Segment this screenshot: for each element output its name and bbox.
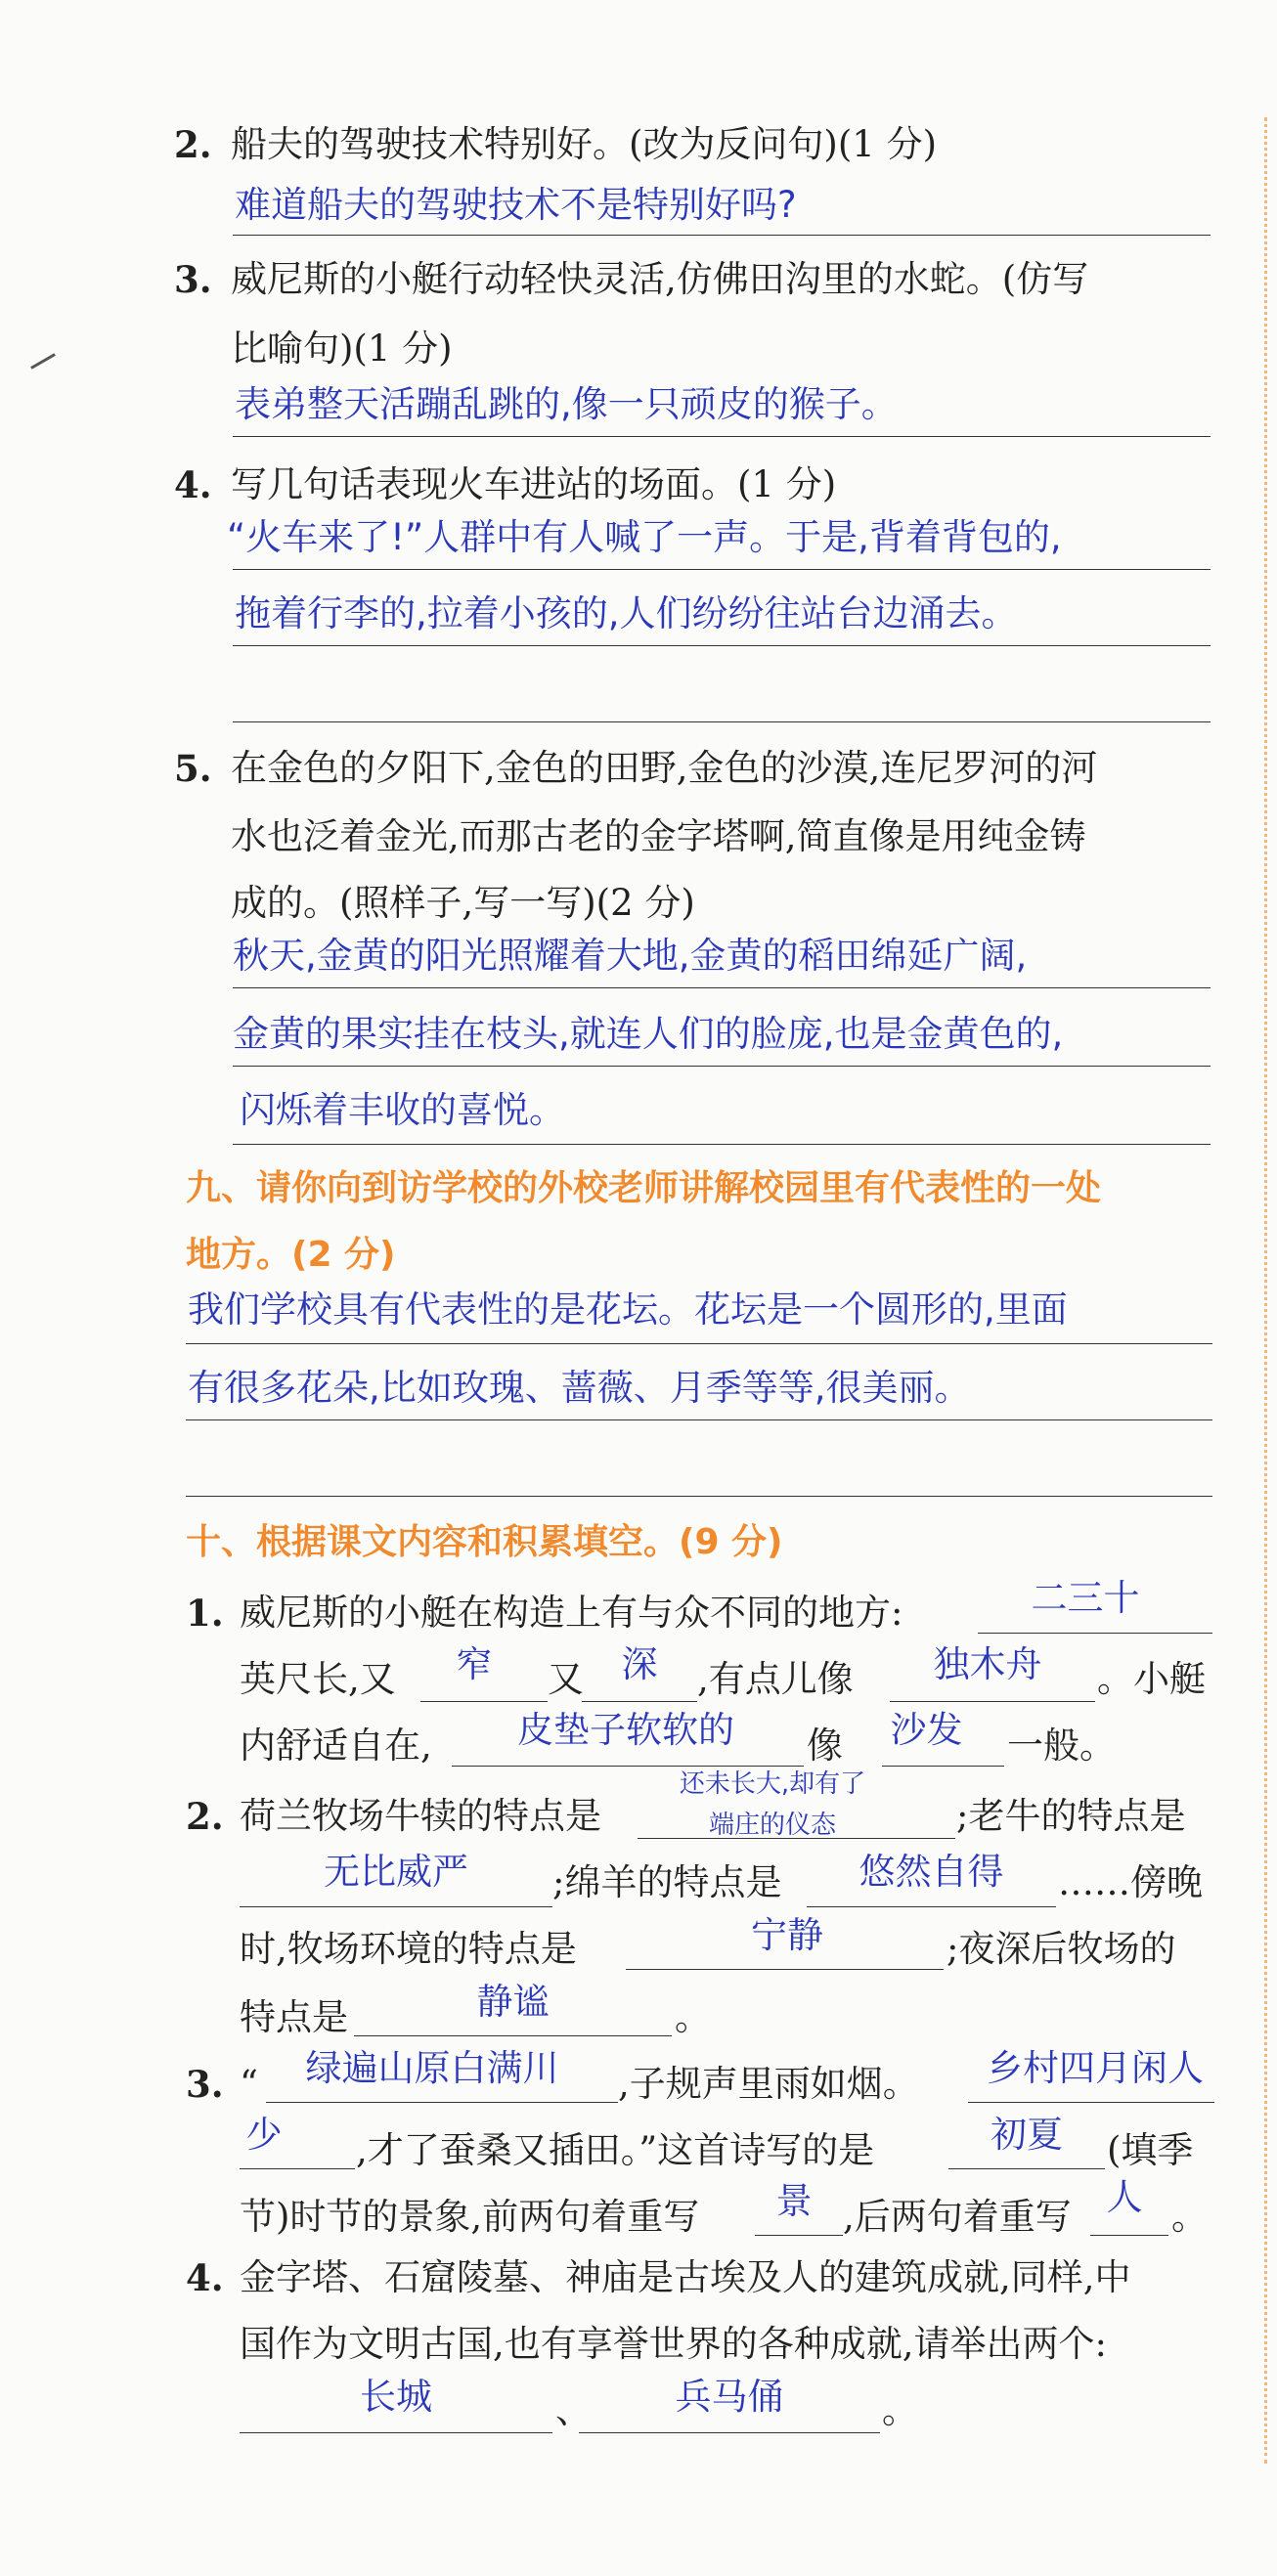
fill-blank [978, 1633, 1212, 1634]
question-text: 内舒适自在, [240, 1725, 432, 1767]
question-text: ,有点儿像 [697, 1658, 854, 1700]
fill-blank [420, 1701, 548, 1702]
fill-blank [240, 2168, 355, 2169]
question-text: 威尼斯的小艇行动轻快灵活,仿佛田沟里的水蛇。(仿写 [231, 258, 1089, 300]
fill-answer: 端庄的仪态 [708, 1811, 836, 1840]
fill-blank [948, 2168, 1105, 2169]
question-text: 水也泛着金光,而那古老的金字塔啊,简直像是用纯金铸 [231, 815, 1086, 857]
question-text: 像 [807, 1725, 843, 1767]
answer-line [233, 1066, 1211, 1067]
fill-blank [638, 1838, 955, 1839]
question-text: 船夫的驾驶技术特别好。(改为反问句)(1 分) [231, 123, 938, 165]
question-number: 3. [174, 258, 212, 301]
question-text: 。 [1171, 2196, 1208, 2238]
fill-answer: 初夏 [991, 2114, 1063, 2156]
answer-line [186, 1343, 1212, 1344]
answer-line [233, 1144, 1211, 1145]
question-text: 威尼斯的小艇在构造上有与众不同的地方: [240, 1592, 903, 1634]
question-text: ;夜深后牧场的 [947, 1928, 1176, 1970]
answer-text: 闪烁着丰收的喜悦。 [240, 1089, 565, 1131]
question-text: ,后两句着重写 [843, 2196, 1072, 2238]
fill-blank [890, 1701, 1095, 1702]
answer-text: 难道船夫的驾驶技术不是特别好吗? [235, 184, 797, 226]
fill-blank [807, 1906, 1056, 1907]
question-text: (填季 [1107, 2129, 1194, 2171]
question-text: 节)时节的景象,前两句着重写 [240, 2196, 700, 2238]
answer-line [186, 1419, 1212, 1420]
fill-answer: 独木舟 [933, 1643, 1042, 1685]
question-text: 。 [675, 1996, 711, 2038]
section-title: 十、根据课文内容和积累填空。(9 分) [186, 1522, 783, 1562]
question-text: 英尺长,又 [240, 1658, 396, 1700]
fill-answer: 沙发 [890, 1709, 963, 1751]
question-text: 。小艇 [1097, 1658, 1206, 1700]
question-number: 2. [174, 123, 212, 166]
answer-line [233, 235, 1211, 236]
pen-mark [30, 353, 56, 370]
answer-line [233, 569, 1211, 570]
fill-answer: 宁静 [751, 1914, 823, 1956]
question-number: 4. [174, 463, 212, 506]
fill-blank [882, 1766, 1004, 1767]
question-text: 时,牧场环境的特点是 [240, 1928, 577, 1970]
question-number: 5. [174, 747, 212, 790]
question-number: 2. [186, 1795, 224, 1838]
fill-answer: 窄 [456, 1643, 493, 1685]
question-text: ,子规声里雨如烟。 [618, 2063, 919, 2105]
question-text: ;绵羊的特点是 [552, 1861, 782, 1903]
question-text: 成的。(照样子,写一写)(2 分) [231, 882, 695, 924]
answer-text: 拖着行李的,拉着小孩的,人们纷纷往站台边涌去。 [235, 592, 1018, 634]
question-text: 在金色的夕阳下,金色的田野,金色的沙漠,连尼罗河的河 [231, 747, 1098, 789]
fill-answer: 景 [775, 2180, 813, 2222]
fill-answer: 二三十 [1031, 1577, 1140, 1619]
question-text: 又 [548, 1658, 584, 1700]
answer-line [233, 645, 1211, 646]
fill-answer: 绿遍山原白满川 [305, 2047, 559, 2089]
question-text: 金字塔、石窟陵墓、神庙是古埃及人的建筑成就,同样,中 [240, 2256, 1131, 2298]
fill-answer: 深 [621, 1643, 658, 1685]
fill-blank [354, 2035, 672, 2036]
fill-blank [266, 2102, 618, 2103]
answer-text: 秋天,金黄的阳光照耀着大地,金黄的稻田绵延广阔, [233, 935, 1028, 977]
fill-answer: 少 [245, 2114, 283, 2156]
question-text: 比喻句)(1 分) [231, 327, 453, 370]
fill-blank [968, 2102, 1214, 2103]
fill-answer: 长城 [360, 2376, 432, 2418]
question-text: ;老牛的特点是 [956, 1795, 1186, 1837]
fill-blank [626, 1969, 944, 1970]
fill-blank [582, 1701, 697, 1702]
fill-answer: 悠然自得 [859, 1851, 1004, 1893]
fill-answer: 乡村四月闲人 [987, 2047, 1204, 2089]
fill-blank [579, 2432, 880, 2433]
question-text: 特点是 [240, 1996, 348, 2038]
answer-text: “火车来了!”人群中有人喊了一声。于是,背着背包的, [227, 516, 1062, 558]
fill-blank [755, 2235, 843, 2236]
answer-line [186, 1496, 1212, 1497]
question-number: 4. [186, 2256, 224, 2299]
fill-answer: 无比威严 [324, 1851, 468, 1893]
fill-answer: 皮垫子软软的 [517, 1709, 734, 1751]
question-text: “ [240, 2063, 258, 2105]
answer-text: 金黄的果实挂在枝头,就连人们的脸庞,也是金黄色的, [233, 1013, 1064, 1055]
answer-line [233, 721, 1211, 722]
question-number: 3. [186, 2063, 224, 2106]
fill-blank [240, 2432, 552, 2433]
fill-blank [240, 1906, 552, 1907]
fill-answer: 兵马俑 [675, 2376, 784, 2418]
section-title: 地方。(2 分) [186, 1235, 396, 1275]
fill-answer: 人 [1106, 2176, 1143, 2218]
fill-answer: 还未长大,却有了 [679, 1769, 866, 1799]
question-text: 。 [882, 2389, 918, 2431]
question-number: 1. [186, 1592, 224, 1635]
answer-line [233, 987, 1211, 988]
question-text: 国作为文明古国,也有享誉世界的各种成就,请举出两个: [240, 2323, 1107, 2365]
answer-line [233, 436, 1211, 437]
question-text: 一般。 [1007, 1725, 1116, 1767]
fill-answer: 静谧 [476, 1981, 550, 2023]
answer-text: 我们学校具有代表性的是花坛。花坛是一个圆形的,里面 [188, 1288, 1068, 1331]
fill-blank [1090, 2235, 1168, 2236]
answer-text: 有很多花朵,比如玫瑰、蔷薇、月季等等,很美丽。 [188, 1367, 971, 1409]
question-text: 写几句话表现火车进站的场面。(1 分) [231, 463, 837, 505]
section-title: 九、请你向到访学校的外校老师讲解校园里有代表性的一处 [186, 1168, 1102, 1208]
question-text: ……傍晚 [1058, 1861, 1203, 1903]
answer-text: 表弟整天活蹦乱跳的,像一只顽皮的猴子。 [235, 383, 898, 425]
question-text: ,才了蚕桑又插田。”这首诗写的是 [356, 2129, 875, 2171]
question-text: 、 [555, 2389, 592, 2431]
binding-edge-dashes [1264, 117, 1267, 2464]
question-text: 荷兰牧场牛犊的特点是 [240, 1795, 601, 1837]
fill-blank [452, 1766, 804, 1767]
